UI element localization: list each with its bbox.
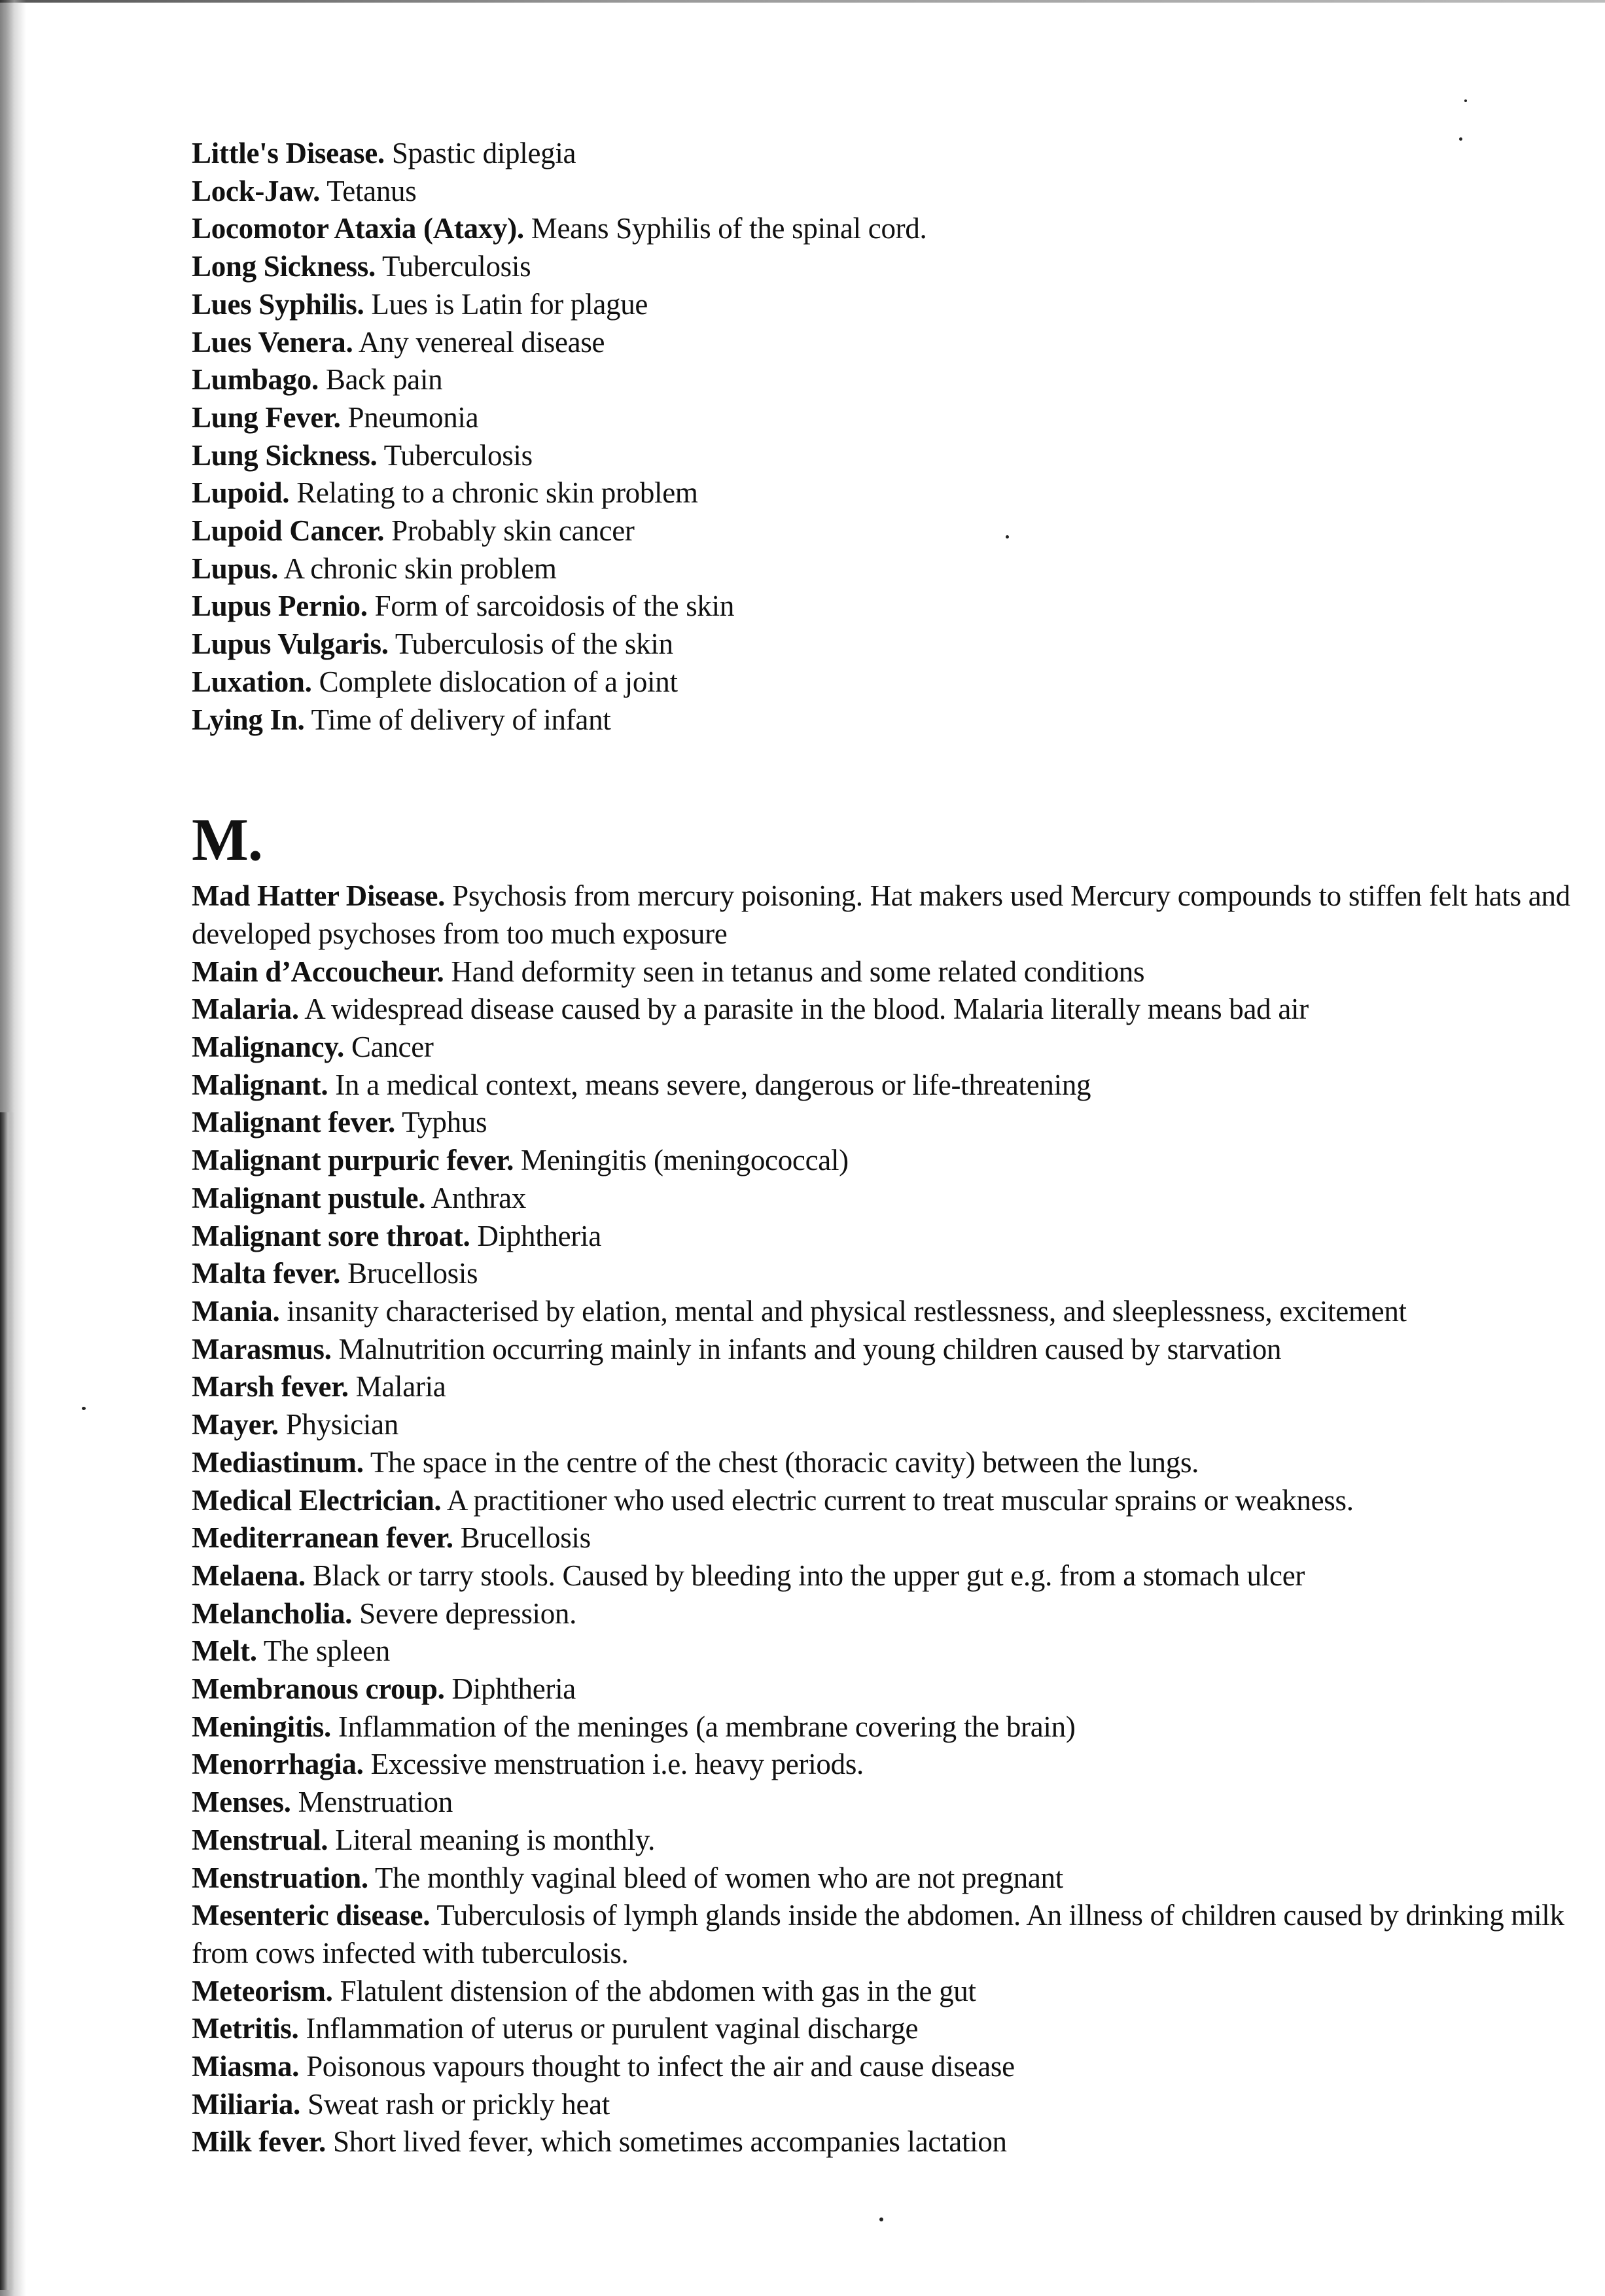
glossary-term: Lupus. [192, 552, 279, 585]
glossary-definition: A chronic skin problem [283, 552, 557, 585]
glossary-entry [192, 588, 1579, 626]
glossary-term: Miliaria. [192, 2087, 301, 2121]
glossary-entry [192, 1784, 1579, 1822]
glossary-entry [192, 399, 1579, 437]
glossary-definition: Black or tarry stools. Caused by bleeding into the upper gut e.g. from a stomach ulcer [312, 1559, 1305, 1592]
glossary-definition: Hand deformity seen in tetanus and some related conditions [451, 955, 1145, 988]
glossary-term: Malignancy. [192, 1031, 344, 1064]
glossary-definition: The monthly vaginal bleed of women who are not pregnant [374, 1861, 1063, 1894]
glossary-entry [192, 210, 1579, 248]
section-heading-m: M. [192, 806, 262, 874]
glossary-entry [192, 1708, 1579, 1746]
glossary-term: Malignant sore throat. [192, 1219, 470, 1252]
glossary-term: Mad Hatter Disease. [192, 879, 446, 913]
glossary-entry [192, 1746, 1579, 1784]
glossary-term: Malignant purpuric fever. [192, 1144, 514, 1177]
glossary-term: Marasmus. [192, 1332, 332, 1366]
glossary-term: Lung Fever. [192, 400, 341, 434]
glossary-term: Long Sickness. [192, 250, 376, 283]
glossary-definition: Inflammation of the meninges (a membrane covering the brain) [338, 1710, 1076, 1743]
glossary-term: Lues Syphilis. [192, 287, 364, 321]
glossary-definition: insanity characterised by elation, mental and physical restlessness, and sleeplessness, excitement [287, 1294, 1407, 1328]
glossary-term: Malignant. [192, 1068, 328, 1101]
glossary-definition: Diphtheria [451, 1672, 576, 1706]
glossary-definition: The spleen [263, 1634, 391, 1668]
glossary-entry [192, 1180, 1579, 1218]
scan-top-edge [0, 0, 1605, 3]
glossary-term: Lupoid Cancer. [192, 514, 385, 548]
glossary-term: Metritis. [192, 2012, 299, 2045]
glossary-definition: Literal meaning is monthly. [335, 1823, 656, 1856]
glossary-definition: Back pain [325, 363, 443, 397]
glossary-entry [192, 1406, 1579, 1444]
glossary-entry [192, 248, 1579, 286]
glossary-entry [192, 1293, 1579, 1331]
scan-speck [82, 1407, 86, 1410]
glossary-definition: Inflammation of uterus or purulent vaginal discharge [306, 2012, 919, 2045]
glossary-entry [192, 1897, 1579, 1972]
glossary-definition: Typhus [402, 1106, 487, 1139]
glossary-entry [192, 2048, 1579, 2086]
glossary-term: Mediastinum. [192, 1445, 364, 1479]
glossary-entry [192, 2086, 1579, 2124]
glossary-entry [192, 324, 1579, 362]
scan-speck [1464, 99, 1467, 102]
glossary-definition: Tetanus [326, 174, 417, 207]
glossary-term: Little's Disease. [192, 137, 385, 169]
glossary-definition: Time of delivery of infant [311, 703, 611, 736]
glossary-definition: Meningitis (meningococcal) [521, 1144, 849, 1177]
glossary-definition: Malaria [355, 1370, 446, 1404]
glossary-definition: The space in the centre of the chest (thoracic cavity) between the lungs. [370, 1445, 1199, 1479]
glossary-entry [192, 1633, 1579, 1670]
glossary-term: Lying In. [192, 703, 305, 736]
glossary-definition: Lues is Latin for plague [371, 287, 648, 321]
glossary-entry [192, 1860, 1579, 1898]
glossary-page [192, 135, 1579, 2161]
glossary-definition: Tuberculosis [382, 250, 531, 283]
glossary-term: Lues Venera. [192, 325, 353, 359]
glossary-entry [192, 1557, 1579, 1595]
glossary-term: Membranous croup. [192, 1672, 445, 1706]
glossary-term: Miasma. [192, 2050, 300, 2083]
glossary-term: Mesenteric disease. [192, 1899, 431, 1932]
scan-speck [1006, 535, 1009, 539]
glossary-term: Malignant pustule. [192, 1181, 426, 1214]
glossary-term: Malta fever. [192, 1257, 341, 1290]
glossary-definition: Means Syphilis of the spinal cord. [531, 212, 927, 245]
glossary-definition: Malnutrition occurring mainly in infants and young children caused by starvation [338, 1332, 1282, 1366]
glossary-entry [192, 1444, 1579, 1482]
glossary-section-m [192, 877, 1579, 2161]
scan-speck [1459, 137, 1462, 141]
glossary-entry [192, 1973, 1579, 2011]
glossary-term: Melaena. [192, 1559, 306, 1592]
glossary-definition: Menstruation [298, 1786, 453, 1819]
glossary-definition: Tuberculosis of lymph glands inside the abdomen. An illness of children caused by drinking milk from cows infected with tuberculosis. [192, 1899, 1564, 1969]
glossary-definition: Pneumonia [347, 400, 479, 434]
glossary-definition: A widespread disease caused by a parasite in the blood. Malaria literally means bad air [304, 993, 1309, 1026]
glossary-term: Mediterranean fever. [192, 1521, 453, 1555]
scan-speck [879, 2217, 883, 2221]
glossary-definition: Tuberculosis [383, 438, 533, 472]
glossary-term: Lung Sickness. [192, 438, 378, 472]
glossary-term: Medical Electrician. [192, 1483, 442, 1517]
glossary-term: Melancholia. [192, 1597, 353, 1630]
glossary-term: Lupoid. [192, 476, 290, 510]
glossary-entry [192, 1670, 1579, 1708]
glossary-entry [192, 135, 1579, 173]
glossary-definition: Probably skin cancer [391, 514, 635, 548]
glossary-term: Menorrhagia. [192, 1748, 364, 1781]
glossary-entry [192, 1331, 1579, 1369]
glossary-entry [192, 474, 1579, 512]
glossary-term: Melt. [192, 1634, 257, 1668]
glossary-definition: Any venereal disease [358, 325, 605, 359]
glossary-section-l-continued [192, 135, 1579, 739]
glossary-definition: Brucellosis [460, 1521, 591, 1555]
glossary-entry [192, 1067, 1579, 1104]
glossary-term: Menses. [192, 1786, 291, 1819]
glossary-term: Menstrual. [192, 1823, 328, 1856]
glossary-entry [192, 2010, 1579, 2048]
glossary-term: Marsh fever. [192, 1370, 349, 1404]
glossary-definition: Flatulent distension of the abdomen with gas in the gut [340, 1974, 976, 2007]
glossary-entry [192, 1218, 1579, 1256]
glossary-definition: Cancer [351, 1031, 434, 1064]
glossary-definition: Complete dislocation of a joint [319, 665, 678, 698]
glossary-term: Menstruation. [192, 1861, 368, 1894]
glossary-definition: Severe depression. [359, 1597, 577, 1630]
glossary-definition: Poisonous vapours thought to infect the air and cause disease [306, 2050, 1015, 2083]
glossary-entry [192, 173, 1579, 211]
scan-binding-shadow-dark [0, 1112, 14, 2290]
glossary-definition: A practitioner who used electric current to treat muscular sprains or weakness. [446, 1483, 1354, 1517]
glossary-term: Milk fever. [192, 2125, 326, 2159]
glossary-entry [192, 1104, 1579, 1142]
glossary-definition: Spastic diplegia [391, 137, 576, 169]
glossary-entry [192, 550, 1579, 588]
glossary-definition: Short lived fever, which sometimes accompanies lactation [332, 2125, 1007, 2159]
glossary-entry [192, 877, 1579, 953]
glossary-entry [192, 1255, 1579, 1293]
glossary-entry [192, 1822, 1579, 1860]
glossary-entry [192, 1519, 1579, 1557]
glossary-definition: Sweat rash or prickly heat [307, 2087, 610, 2121]
glossary-definition: Tuberculosis of the skin [395, 627, 673, 661]
glossary-definition: Relating to a chronic skin problem [296, 476, 698, 510]
glossary-entry [192, 1029, 1579, 1067]
glossary-entry [192, 953, 1579, 991]
glossary-definition: Form of sarcoidosis of the skin [374, 590, 735, 623]
glossary-definition: Brucellosis [347, 1257, 478, 1290]
glossary-entry [192, 991, 1579, 1029]
glossary-term: Lupus Vulgaris. [192, 627, 389, 661]
glossary-entry [192, 1482, 1579, 1520]
glossary-term: Mayer. [192, 1408, 279, 1441]
glossary-term: Mania. [192, 1294, 280, 1328]
glossary-definition: Psychosis from mercury poisoning. Hat makers used Mercury compounds to stiffen felt hats and developed psychoses from too much exposure [192, 879, 1570, 950]
glossary-term: Lock-Jaw. [192, 174, 321, 207]
glossary-term: Lupus Pernio. [192, 590, 368, 623]
glossary-entry [192, 701, 1579, 739]
glossary-entry [192, 626, 1579, 663]
glossary-entry [192, 2123, 1579, 2161]
glossary-entry [192, 437, 1579, 475]
glossary-entry [192, 1368, 1579, 1406]
glossary-definition: In a medical context, means severe, dangerous or life-threatening [335, 1068, 1091, 1101]
glossary-entry [192, 1595, 1579, 1633]
glossary-term: Meteorism. [192, 1974, 333, 2007]
glossary-term: Locomotor Ataxia (Ataxy). [192, 212, 524, 245]
glossary-entry [192, 286, 1579, 324]
glossary-term: Luxation. [192, 665, 312, 698]
glossary-definition: Anthrax [431, 1181, 526, 1214]
glossary-definition: Physician [285, 1408, 398, 1441]
glossary-term: Malaria. [192, 993, 299, 1026]
glossary-entry [192, 361, 1579, 399]
glossary-entry [192, 663, 1579, 701]
glossary-term: Lumbago. [192, 363, 319, 397]
glossary-term: Malignant fever. [192, 1106, 395, 1139]
glossary-definition: Diphtheria [477, 1219, 601, 1252]
glossary-term: Main d’Accoucheur. [192, 955, 444, 988]
glossary-definition: Excessive menstruation i.e. heavy periods. [370, 1748, 864, 1781]
glossary-term: Meningitis. [192, 1710, 331, 1743]
glossary-entry [192, 1142, 1579, 1180]
glossary-entry [192, 512, 1579, 550]
